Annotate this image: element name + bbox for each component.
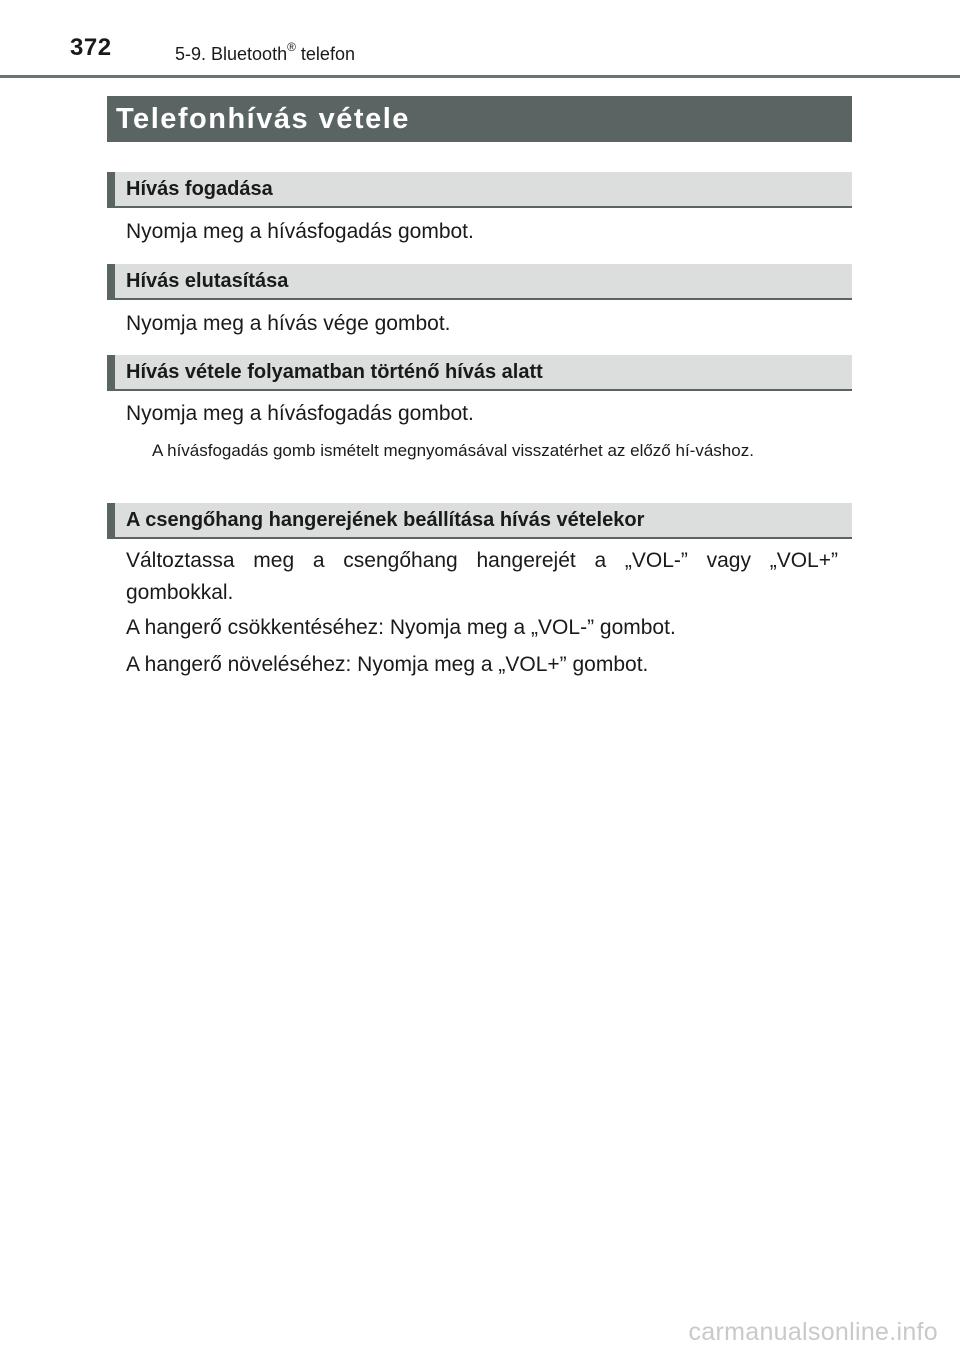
- call-waiting-note: A hívásfogadás gomb ismételt megnyomásával visszatérhet az előző hí-váshoz.: [152, 441, 754, 460]
- header-divider: [0, 75, 960, 78]
- ringtone-volume-text: Változtassa meg a csengőhang hangerejét a „VOL-” vagy „VOL+” gombokkal.: [126, 549, 838, 604]
- section-heading-ringtone-volume: A csengőhang hangerejének beállítása hívás vételekor: [107, 503, 852, 539]
- section-heading-call-waiting: Hívás vétele folyamatban történő hívás alatt: [107, 355, 852, 391]
- page-number: 372: [70, 34, 112, 61]
- reject-call-text: Nyomja meg a hívás vége gombot.: [126, 312, 451, 335]
- chapter-name: 5-9. Bluetooth: [175, 44, 288, 64]
- chapter-title: [175, 40, 355, 65]
- chapter-suffix: telefon: [295, 44, 355, 64]
- page-header: [0, 0, 960, 80]
- registered-mark: ®: [287, 40, 296, 54]
- answer-call-text: Nyomja meg a hívásfogadás gombot.: [126, 220, 474, 243]
- main-title: Telefonhívás vétele: [107, 96, 852, 142]
- watermark: carmanualsonline.info: [688, 1318, 938, 1346]
- section-heading-reject-call: Hívás elutasítása: [107, 264, 852, 300]
- section-heading-answer-call: Hívás fogadása: [107, 172, 852, 208]
- call-waiting-text: Nyomja meg a hívásfogadás gombot.: [126, 402, 474, 425]
- volume-down-text: A hangerő csökkentéséhez: Nyomja meg a „VOL-” gombot.: [126, 616, 676, 639]
- volume-up-text: A hangerő növeléséhez: Nyomja meg a „VOL+” gombot.: [126, 653, 649, 676]
